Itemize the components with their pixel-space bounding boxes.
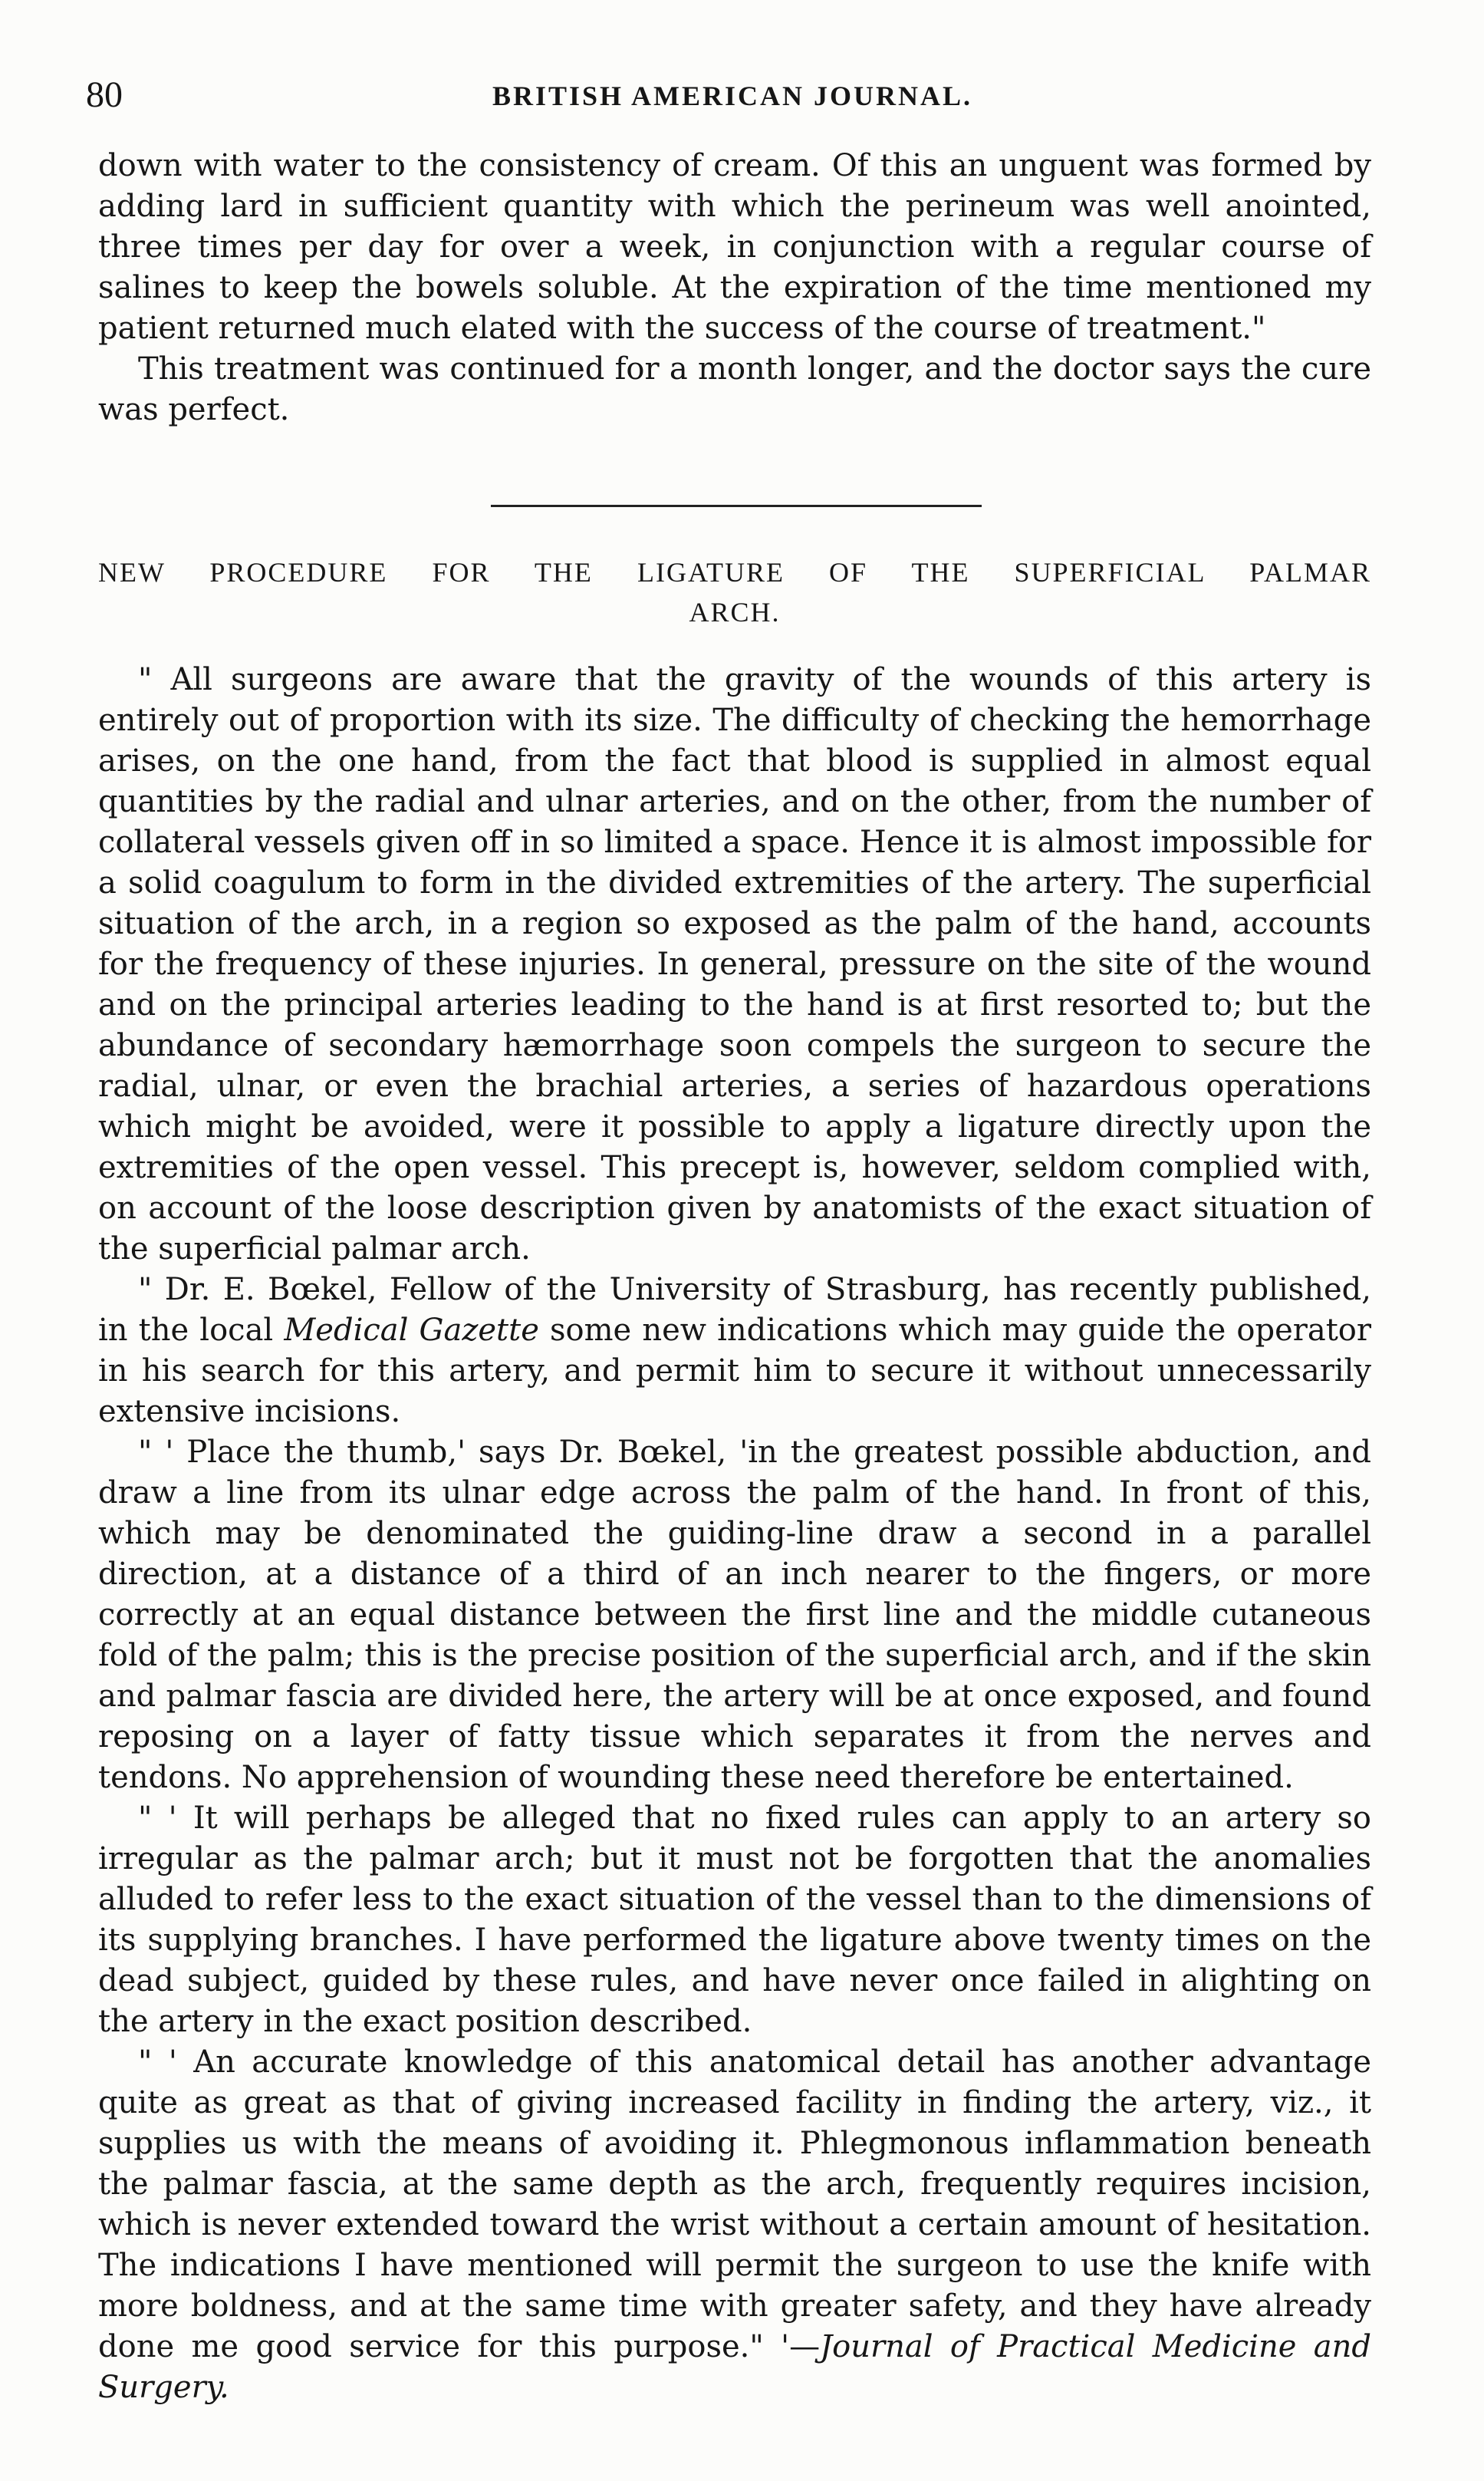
article-body xyxy=(98,660,1371,2408)
article-paragraph-3: " ' Place the thumb,' says Dr. Bœkel, 'in the greatest possible abduction, and draw a line from its ulnar edge across the palm of the hand. In front of this, which may be denominated the guiding-line draw a second in a parallel direction, at a distance of a third of an inch nearer to the fingers, or more correctly at an equal distance between the first line and the middle cutaneous fold of the palm; this is the precise position of the superficial arch, and if the skin and palmar fascia are divided here, the artery will be at once exposed, and found reposing on a layer of fatty tissue which separates it from the nerves and tendons. No apprehension of wounding these need therefore be entertained. xyxy=(98,1435,1371,1795)
intro-paragraph-2: This treatment was continued for a month longer, and the doctor says the cure was perfect. xyxy=(98,351,1371,427)
paragraph-2-text-end: some new indications which may guide the operator in his search for this artery, and permit him to secure it without unnecessarily extensive incisions. xyxy=(98,1313,1372,1429)
journal-title: BRITISH AMERICAN JOURNAL. xyxy=(492,81,973,111)
section-divider xyxy=(491,505,982,507)
paragraph-2-text-start: " Dr. E. Bœkel, Fellow of the University of Strasburg, has recently published, in the local xyxy=(98,1272,1371,1348)
article-paragraph-4: " ' It will perhaps be alleged that no fixed rules can apply to an artery so irregular as the palmar arch; but it must not be forgotten that the anomalies alluded to refer less to the exact situation of the vessel than to the dimensions of its supplying branches. I have performed the ligature above twenty times on the dead subject, guided by these rules, and have never once failed in alighting on the artery in the exact position described. xyxy=(98,1801,1371,2039)
section-heading-line-2: ARCH. xyxy=(689,597,781,628)
section-heading xyxy=(98,552,1371,632)
medical-gazette-title: Medical Gazette xyxy=(284,1313,539,1348)
article-paragraph-2 xyxy=(98,1270,1371,1432)
running-head xyxy=(86,74,1379,127)
source-citation: Journal of Practical Medicine and Surgery. xyxy=(98,2329,1371,2405)
paragraph-5-text: " ' An accurate knowledge of this anatomical detail has another advantage quite as great as that of giving increased facility in finding the artery, viz., it supplies us with the means of avoiding it. Phlegmonous inflammation beneath the palmar fascia, at the same depth as the arch, frequently requires incision, which is never extended toward the wrist without a certain amount of hesitation. The indications I have mentioned will permit the surgeon to use the knife with more boldness, and at the same time with greater safety, and they have already done me good service for this purpose." '— xyxy=(98,2044,1371,2364)
section-heading-line-1: NEW PROCEDURE FOR THE LIGATURE OF THE SUPERFICIAL PALMAR xyxy=(98,557,1371,588)
page-number: 80 xyxy=(86,74,123,115)
article-paragraph-5 xyxy=(98,2042,1371,2408)
article-paragraph-1: " All surgeons are aware that the gravity of the wounds of this artery is entirely out of proportion with its size. The difficulty of checking the hemorrhage arises, on the one hand, from the fact that blood is supplied in almost equal quantities by the radial and ulnar arteries, and on the other, from the number of collateral vessels given off in so limited a space. Hence it is almost impossible for a solid coagulum to form in the divided extremities of the artery. The superficial situation of the arch, in a region so exposed as the palm of the hand, accounts for the frequency of these injuries. In general, pressure on the site of the wound and on the principal arteries leading to the hand is at first resorted to; but the abundance of secondary hæmorrhage soon compels the surgeon to secure the radial, ulnar, or even the brachial arteries, a series of hazardous operations which might be avoided, were it possible to apply a ligature directly upon the extremities of the open vessel. This precept is, however, seldom complied with, on account of the loose description given by anatomists of the exact situation of the superficial palmar arch. xyxy=(98,662,1371,1267)
intro-paragraph-1: down with water to the consistency of cream. Of this an unguent was formed by adding lard in sufficient quantity with which the perineum was well anointed, three times per day for over a week, in conjunction with a regular course of salines to keep the bowels soluble. At the expiration of the time mentioned my patient returned much elated with the success of the course of treatment." xyxy=(98,148,1371,346)
intro-text xyxy=(98,146,1371,430)
